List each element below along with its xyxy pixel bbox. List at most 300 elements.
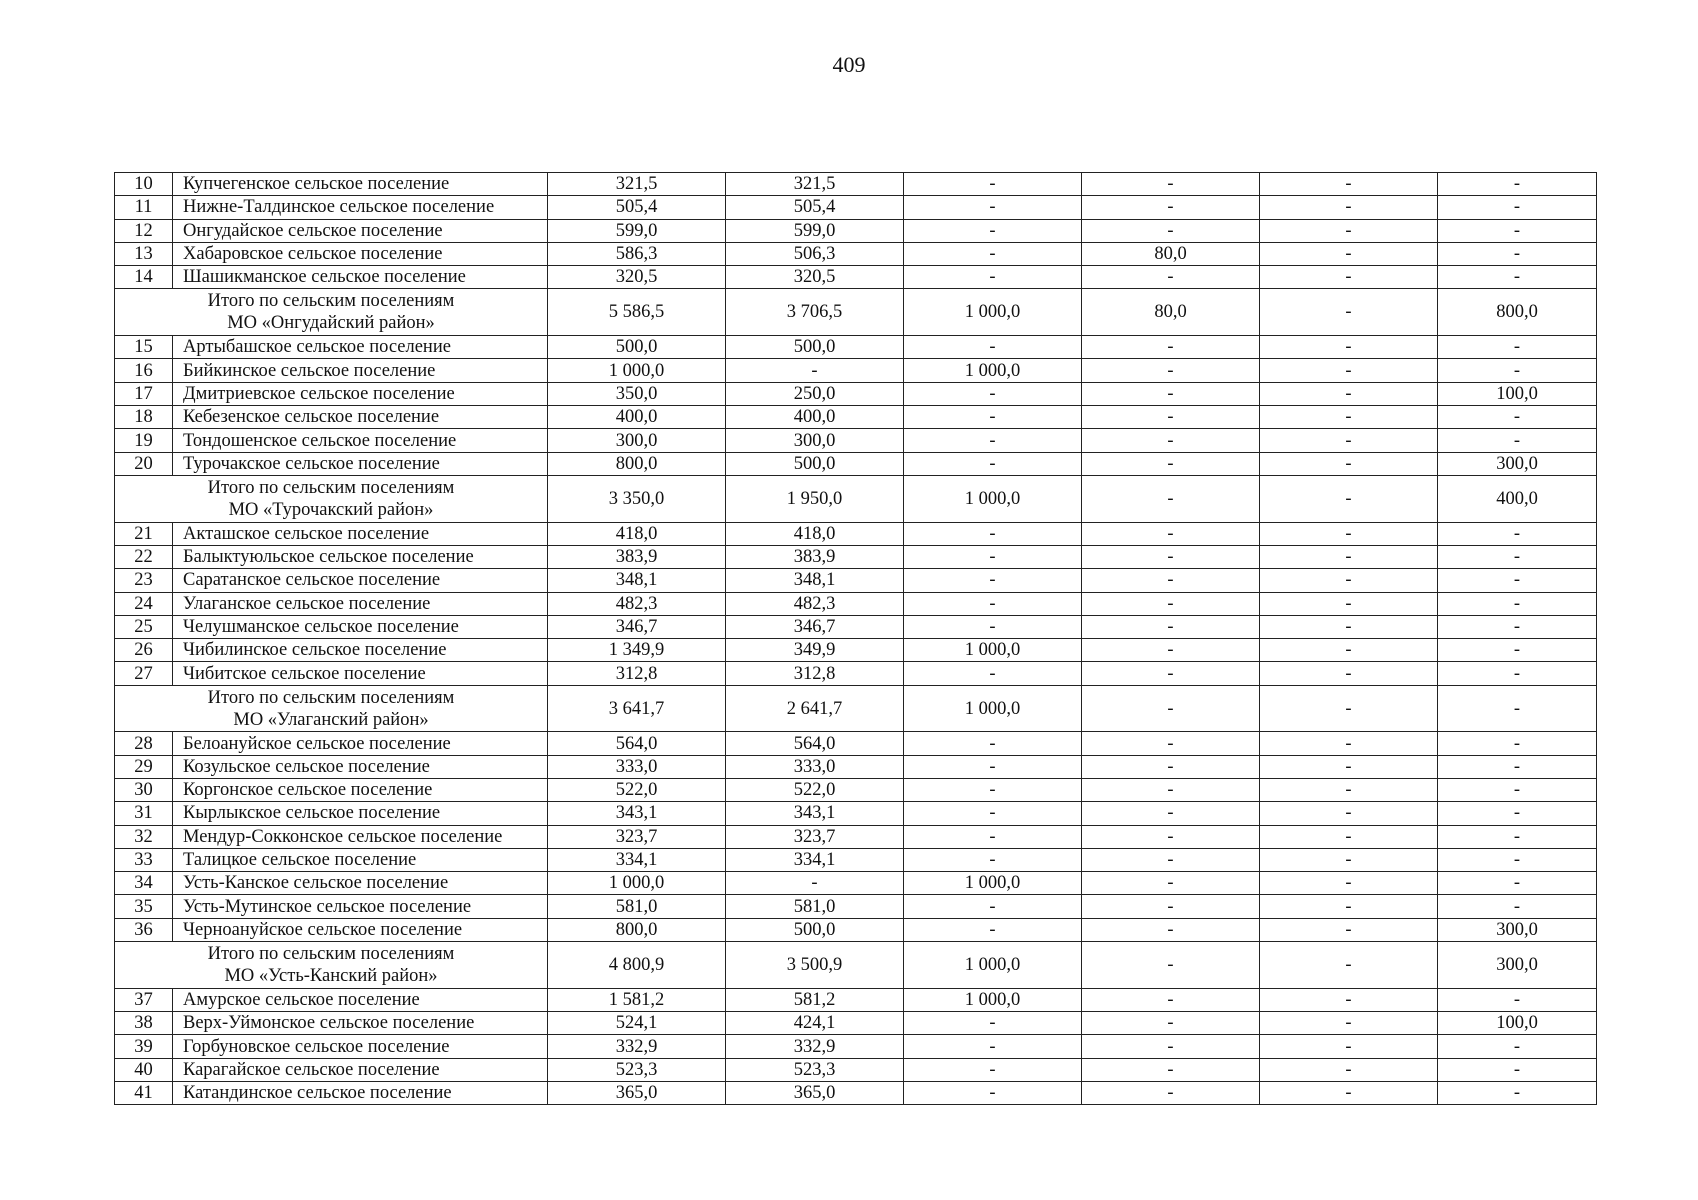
- amount-cell-5: -: [1438, 429, 1597, 452]
- subtotal-label-line1: Итого по сельским поселениям: [207, 477, 455, 498]
- budget-table: [114, 172, 1597, 1105]
- amount-cell-1: 332,9: [726, 1035, 904, 1058]
- amount-cell-3: -: [1082, 219, 1260, 242]
- amount-cell-3: -: [1082, 779, 1260, 802]
- amount-cell-1: 581,2: [726, 988, 904, 1011]
- amount-cell-1: 3 500,9: [726, 942, 904, 989]
- settlement-name-cell: Козульское сельское поселение: [173, 755, 548, 778]
- amount-cell-5: -: [1438, 825, 1597, 848]
- settlement-name-cell: Черноануйское сельское поселение: [173, 918, 548, 941]
- amount-cell-2: 1 000,0: [904, 942, 1082, 989]
- amount-cell-3: -: [1082, 1035, 1260, 1058]
- row-number-cell: 18: [115, 406, 173, 429]
- amount-cell-5: -: [1438, 732, 1597, 755]
- settlement-name-cell: Кырлыкское сельское поселение: [173, 802, 548, 825]
- row-number-cell: 16: [115, 359, 173, 382]
- amount-cell-4: -: [1260, 406, 1438, 429]
- table-row: [115, 1012, 1597, 1035]
- amount-cell-3: -: [1082, 406, 1260, 429]
- total-cell: 3 641,7: [548, 685, 726, 732]
- amount-cell-4: -: [1260, 942, 1438, 989]
- total-cell: 312,8: [548, 662, 726, 685]
- subtotal-row: [115, 942, 1597, 989]
- amount-cell-2: 1 000,0: [904, 639, 1082, 662]
- amount-cell-3: 80,0: [1082, 289, 1260, 336]
- subtotal-label-line2: МО «Онгудайский район»: [227, 313, 435, 334]
- amount-cell-2: 1 000,0: [904, 475, 1082, 522]
- total-cell: 523,3: [548, 1058, 726, 1081]
- amount-cell-2: -: [904, 545, 1082, 568]
- settlement-name-cell: Хабаровское сельское поселение: [173, 242, 548, 265]
- amount-cell-3: -: [1082, 196, 1260, 219]
- amount-cell-4: -: [1260, 872, 1438, 895]
- row-number-cell: 23: [115, 569, 173, 592]
- amount-cell-1: 400,0: [726, 406, 904, 429]
- settlement-name-cell: Горбуновское сельское поселение: [173, 1035, 548, 1058]
- amount-cell-3: -: [1082, 429, 1260, 452]
- amount-cell-2: -: [904, 615, 1082, 638]
- amount-cell-5: -: [1438, 685, 1597, 732]
- table-row: [115, 848, 1597, 871]
- row-number-cell: 40: [115, 1058, 173, 1081]
- amount-cell-1: 334,1: [726, 848, 904, 871]
- subtotal-label: [115, 289, 548, 336]
- amount-cell-2: -: [904, 1058, 1082, 1081]
- settlement-name-cell: Талицкое сельское поселение: [173, 848, 548, 871]
- amount-cell-5: -: [1438, 755, 1597, 778]
- total-cell: 400,0: [548, 406, 726, 429]
- amount-cell-2: -: [904, 918, 1082, 941]
- amount-cell-1: 3 706,5: [726, 289, 904, 336]
- table-row: [115, 336, 1597, 359]
- amount-cell-4: -: [1260, 1012, 1438, 1035]
- amount-cell-4: -: [1260, 289, 1438, 336]
- table-row: [115, 173, 1597, 196]
- amount-cell-3: -: [1082, 569, 1260, 592]
- total-cell: 482,3: [548, 592, 726, 615]
- amount-cell-2: 1 000,0: [904, 988, 1082, 1011]
- amount-cell-1: 349,9: [726, 639, 904, 662]
- amount-cell-5: -: [1438, 336, 1597, 359]
- amount-cell-4: -: [1260, 1058, 1438, 1081]
- total-cell: 334,1: [548, 848, 726, 871]
- amount-cell-1: 333,0: [726, 755, 904, 778]
- amount-cell-5: 800,0: [1438, 289, 1597, 336]
- amount-cell-1: 300,0: [726, 429, 904, 452]
- amount-cell-3: -: [1082, 1012, 1260, 1035]
- amount-cell-2: -: [904, 429, 1082, 452]
- amount-cell-2: -: [904, 779, 1082, 802]
- total-cell: 1 000,0: [548, 359, 726, 382]
- table-row: [115, 1081, 1597, 1104]
- table-row: [115, 545, 1597, 568]
- amount-cell-4: -: [1260, 1081, 1438, 1104]
- settlement-name-cell: Чибилинское сельское поселение: [173, 639, 548, 662]
- subtotal-row: [115, 289, 1597, 336]
- settlement-name-cell: Саратанское сельское поселение: [173, 569, 548, 592]
- row-number-cell: 38: [115, 1012, 173, 1035]
- settlement-name-cell: Усть-Канское сельское поселение: [173, 872, 548, 895]
- amount-cell-1: 523,3: [726, 1058, 904, 1081]
- amount-cell-2: 1 000,0: [904, 872, 1082, 895]
- amount-cell-4: -: [1260, 848, 1438, 871]
- amount-cell-3: -: [1082, 382, 1260, 405]
- amount-cell-5: -: [1438, 196, 1597, 219]
- table-body: [115, 173, 1597, 1105]
- amount-cell-1: 312,8: [726, 662, 904, 685]
- total-cell: 581,0: [548, 895, 726, 918]
- amount-cell-5: 400,0: [1438, 475, 1597, 522]
- settlement-name-cell: Карагайское сельское поселение: [173, 1058, 548, 1081]
- row-number-cell: 39: [115, 1035, 173, 1058]
- amount-cell-5: -: [1438, 569, 1597, 592]
- settlement-name-cell: Белоануйское сельское поселение: [173, 732, 548, 755]
- amount-cell-2: -: [904, 522, 1082, 545]
- amount-cell-5: -: [1438, 545, 1597, 568]
- amount-cell-4: -: [1260, 336, 1438, 359]
- amount-cell-4: -: [1260, 779, 1438, 802]
- amount-cell-1: 500,0: [726, 452, 904, 475]
- amount-cell-2: -: [904, 336, 1082, 359]
- row-number-cell: 35: [115, 895, 173, 918]
- amount-cell-2: 1 000,0: [904, 685, 1082, 732]
- total-cell: 333,0: [548, 755, 726, 778]
- amount-cell-4: -: [1260, 662, 1438, 685]
- amount-cell-4: -: [1260, 545, 1438, 568]
- table-row: [115, 639, 1597, 662]
- amount-cell-5: 300,0: [1438, 942, 1597, 989]
- row-number-cell: 34: [115, 872, 173, 895]
- amount-cell-5: -: [1438, 802, 1597, 825]
- amount-cell-4: -: [1260, 895, 1438, 918]
- total-cell: 5 586,5: [548, 289, 726, 336]
- amount-cell-3: -: [1082, 918, 1260, 941]
- settlement-name-cell: Купчегенское сельское поселение: [173, 173, 548, 196]
- table-row: [115, 802, 1597, 825]
- amount-cell-1: 346,7: [726, 615, 904, 638]
- total-cell: 800,0: [548, 918, 726, 941]
- amount-cell-2: 1 000,0: [904, 289, 1082, 336]
- amount-cell-5: -: [1438, 173, 1597, 196]
- total-cell: 300,0: [548, 429, 726, 452]
- amount-cell-5: -: [1438, 988, 1597, 1011]
- row-number-cell: 26: [115, 639, 173, 662]
- amount-cell-5: -: [1438, 872, 1597, 895]
- settlement-name-cell: Верх-Уймонское сельское поселение: [173, 1012, 548, 1035]
- row-number-cell: 25: [115, 615, 173, 638]
- amount-cell-1: 599,0: [726, 219, 904, 242]
- amount-cell-3: -: [1082, 685, 1260, 732]
- amount-cell-5: -: [1438, 895, 1597, 918]
- settlement-name-cell: Дмитриевское сельское поселение: [173, 382, 548, 405]
- amount-cell-3: -: [1082, 825, 1260, 848]
- amount-cell-3: -: [1082, 592, 1260, 615]
- total-cell: 524,1: [548, 1012, 726, 1035]
- amount-cell-4: -: [1260, 988, 1438, 1011]
- amount-cell-2: -: [904, 406, 1082, 429]
- amount-cell-4: -: [1260, 522, 1438, 545]
- amount-cell-2: -: [904, 382, 1082, 405]
- total-cell: 346,7: [548, 615, 726, 638]
- amount-cell-2: -: [904, 592, 1082, 615]
- amount-cell-4: -: [1260, 639, 1438, 662]
- table-row: [115, 1058, 1597, 1081]
- total-cell: 586,3: [548, 242, 726, 265]
- total-cell: 323,7: [548, 825, 726, 848]
- table-row: [115, 406, 1597, 429]
- total-cell: 599,0: [548, 219, 726, 242]
- amount-cell-3: -: [1082, 848, 1260, 871]
- total-cell: 505,4: [548, 196, 726, 219]
- amount-cell-3: -: [1082, 615, 1260, 638]
- amount-cell-2: 1 000,0: [904, 359, 1082, 382]
- amount-cell-2: -: [904, 755, 1082, 778]
- amount-cell-4: -: [1260, 755, 1438, 778]
- row-number-cell: 37: [115, 988, 173, 1011]
- row-number-cell: 17: [115, 382, 173, 405]
- amount-cell-3: -: [1082, 173, 1260, 196]
- amount-cell-4: -: [1260, 219, 1438, 242]
- settlement-name-cell: Мендур-Сокконское сельское поселение: [173, 825, 548, 848]
- amount-cell-3: -: [1082, 639, 1260, 662]
- amount-cell-5: 300,0: [1438, 918, 1597, 941]
- amount-cell-1: -: [726, 359, 904, 382]
- table-row: [115, 569, 1597, 592]
- table-row: [115, 522, 1597, 545]
- settlement-name-cell: Челушманское сельское поселение: [173, 615, 548, 638]
- amount-cell-2: -: [904, 1081, 1082, 1104]
- amount-cell-3: -: [1082, 359, 1260, 382]
- table-row: [115, 266, 1597, 289]
- amount-cell-5: -: [1438, 219, 1597, 242]
- table-row: [115, 359, 1597, 382]
- total-cell: 3 350,0: [548, 475, 726, 522]
- row-number-cell: 36: [115, 918, 173, 941]
- subtotal-row: [115, 475, 1597, 522]
- amount-cell-5: -: [1438, 266, 1597, 289]
- amount-cell-1: 1 950,0: [726, 475, 904, 522]
- settlement-name-cell: Катандинское сельское поселение: [173, 1081, 548, 1104]
- settlement-name-cell: Шашикманское сельское поселение: [173, 266, 548, 289]
- table-row: [115, 219, 1597, 242]
- subtotal-label: [115, 685, 548, 732]
- row-number-cell: 28: [115, 732, 173, 755]
- amount-cell-3: -: [1082, 895, 1260, 918]
- amount-cell-2: -: [904, 569, 1082, 592]
- row-number-cell: 22: [115, 545, 173, 568]
- amount-cell-1: 250,0: [726, 382, 904, 405]
- total-cell: 365,0: [548, 1081, 726, 1104]
- settlement-name-cell: Акташское сельское поселение: [173, 522, 548, 545]
- table-row: [115, 1035, 1597, 1058]
- amount-cell-1: 323,7: [726, 825, 904, 848]
- amount-cell-2: -: [904, 662, 1082, 685]
- amount-cell-5: -: [1438, 779, 1597, 802]
- amount-cell-4: -: [1260, 173, 1438, 196]
- amount-cell-1: 320,5: [726, 266, 904, 289]
- amount-cell-4: -: [1260, 569, 1438, 592]
- total-cell: 320,5: [548, 266, 726, 289]
- table-row: [115, 662, 1597, 685]
- settlement-name-cell: Балыктуюльское сельское поселение: [173, 545, 548, 568]
- row-number-cell: 11: [115, 196, 173, 219]
- settlement-name-cell: Усть-Мутинское сельское поселение: [173, 895, 548, 918]
- table-row: [115, 592, 1597, 615]
- amount-cell-1: 500,0: [726, 336, 904, 359]
- row-number-cell: 12: [115, 219, 173, 242]
- total-cell: 343,1: [548, 802, 726, 825]
- total-cell: 350,0: [548, 382, 726, 405]
- settlement-name-cell: Онгудайское сельское поселение: [173, 219, 548, 242]
- amount-cell-3: -: [1082, 988, 1260, 1011]
- amount-cell-3: 80,0: [1082, 242, 1260, 265]
- amount-cell-2: -: [904, 219, 1082, 242]
- total-cell: 4 800,9: [548, 942, 726, 989]
- table-row: [115, 732, 1597, 755]
- subtotal-label-line2: МО «Усть-Канский район»: [224, 965, 438, 986]
- row-number-cell: 24: [115, 592, 173, 615]
- table-row: [115, 242, 1597, 265]
- subtotal-label-line1: Итого по сельским поселениям: [207, 687, 455, 708]
- amount-cell-4: -: [1260, 685, 1438, 732]
- amount-cell-2: -: [904, 173, 1082, 196]
- page-number: 409: [832, 52, 866, 77]
- amount-cell-4: -: [1260, 918, 1438, 941]
- total-cell: 564,0: [548, 732, 726, 755]
- table-row: [115, 918, 1597, 941]
- amount-cell-5: -: [1438, 1081, 1597, 1104]
- amount-cell-1: 505,4: [726, 196, 904, 219]
- settlement-name-cell: Улаганское сельское поселение: [173, 592, 548, 615]
- amount-cell-2: -: [904, 452, 1082, 475]
- row-number-cell: 32: [115, 825, 173, 848]
- row-number-cell: 30: [115, 779, 173, 802]
- amount-cell-5: -: [1438, 1035, 1597, 1058]
- amount-cell-4: -: [1260, 266, 1438, 289]
- row-number-cell: 14: [115, 266, 173, 289]
- amount-cell-5: -: [1438, 359, 1597, 382]
- amount-cell-4: -: [1260, 592, 1438, 615]
- amount-cell-2: -: [904, 242, 1082, 265]
- row-number-cell: 19: [115, 429, 173, 452]
- amount-cell-4: -: [1260, 242, 1438, 265]
- total-cell: 383,9: [548, 545, 726, 568]
- amount-cell-1: 424,1: [726, 1012, 904, 1035]
- amount-cell-3: -: [1082, 545, 1260, 568]
- settlement-name-cell: Кебезенское сельское поселение: [173, 406, 548, 429]
- amount-cell-1: 321,5: [726, 173, 904, 196]
- subtotal-label-line2: МО «Улаганский район»: [233, 709, 429, 730]
- row-number-cell: 10: [115, 173, 173, 196]
- amount-cell-2: -: [904, 825, 1082, 848]
- amount-cell-5: -: [1438, 848, 1597, 871]
- amount-cell-3: -: [1082, 522, 1260, 545]
- amount-cell-3: -: [1082, 336, 1260, 359]
- total-cell: 800,0: [548, 452, 726, 475]
- amount-cell-3: -: [1082, 475, 1260, 522]
- amount-cell-3: -: [1082, 755, 1260, 778]
- amount-cell-1: 343,1: [726, 802, 904, 825]
- amount-cell-2: -: [904, 266, 1082, 289]
- amount-cell-1: 383,9: [726, 545, 904, 568]
- amount-cell-5: -: [1438, 242, 1597, 265]
- settlement-name-cell: Турочакское сельское поселение: [173, 452, 548, 475]
- amount-cell-5: 100,0: [1438, 382, 1597, 405]
- settlement-name-cell: Чибитское сельское поселение: [173, 662, 548, 685]
- table-row: [115, 825, 1597, 848]
- table-row: [115, 429, 1597, 452]
- amount-cell-5: -: [1438, 615, 1597, 638]
- amount-cell-2: -: [904, 848, 1082, 871]
- amount-cell-1: 2 641,7: [726, 685, 904, 732]
- amount-cell-4: -: [1260, 475, 1438, 522]
- row-number-cell: 20: [115, 452, 173, 475]
- amount-cell-5: 300,0: [1438, 452, 1597, 475]
- total-cell: 1 349,9: [548, 639, 726, 662]
- subtotal-label-line1: Итого по сельским поселениям: [207, 291, 455, 312]
- table-row: [115, 452, 1597, 475]
- total-cell: 500,0: [548, 336, 726, 359]
- subtotal-label: [115, 475, 548, 522]
- row-number-cell: 29: [115, 755, 173, 778]
- amount-cell-2: -: [904, 196, 1082, 219]
- amount-cell-5: -: [1438, 592, 1597, 615]
- amount-cell-3: -: [1082, 1058, 1260, 1081]
- amount-cell-4: -: [1260, 196, 1438, 219]
- amount-cell-2: -: [904, 802, 1082, 825]
- table-row: [115, 779, 1597, 802]
- amount-cell-3: -: [1082, 732, 1260, 755]
- amount-cell-2: -: [904, 1012, 1082, 1035]
- amount-cell-4: -: [1260, 359, 1438, 382]
- row-number-cell: 33: [115, 848, 173, 871]
- settlement-name-cell: Нижне-Талдинское сельское поселение: [173, 196, 548, 219]
- amount-cell-2: -: [904, 1035, 1082, 1058]
- amount-cell-5: -: [1438, 639, 1597, 662]
- amount-cell-1: 522,0: [726, 779, 904, 802]
- amount-cell-1: 482,3: [726, 592, 904, 615]
- settlement-name-cell: Бийкинское сельское поселение: [173, 359, 548, 382]
- row-number-cell: 21: [115, 522, 173, 545]
- row-number-cell: 41: [115, 1081, 173, 1104]
- amount-cell-5: 100,0: [1438, 1012, 1597, 1035]
- table-row: [115, 196, 1597, 219]
- total-cell: 418,0: [548, 522, 726, 545]
- total-cell: 1 581,2: [548, 988, 726, 1011]
- settlement-name-cell: Амурское сельское поселение: [173, 988, 548, 1011]
- total-cell: 321,5: [548, 173, 726, 196]
- amount-cell-5: -: [1438, 662, 1597, 685]
- settlement-name-cell: Тондошенское сельское поселение: [173, 429, 548, 452]
- row-number-cell: 27: [115, 662, 173, 685]
- amount-cell-3: -: [1082, 942, 1260, 989]
- subtotal-label-line2: МО «Турочакский район»: [228, 499, 434, 520]
- amount-cell-4: -: [1260, 825, 1438, 848]
- amount-cell-2: -: [904, 732, 1082, 755]
- amount-cell-3: -: [1082, 662, 1260, 685]
- total-cell: 348,1: [548, 569, 726, 592]
- table-row: [115, 755, 1597, 778]
- amount-cell-4: -: [1260, 429, 1438, 452]
- amount-cell-4: -: [1260, 615, 1438, 638]
- amount-cell-4: -: [1260, 732, 1438, 755]
- table-row: [115, 872, 1597, 895]
- total-cell: 1 000,0: [548, 872, 726, 895]
- table-row: [115, 382, 1597, 405]
- amount-cell-5: -: [1438, 406, 1597, 429]
- amount-cell-5: -: [1438, 1058, 1597, 1081]
- settlement-name-cell: Коргонское сельское поселение: [173, 779, 548, 802]
